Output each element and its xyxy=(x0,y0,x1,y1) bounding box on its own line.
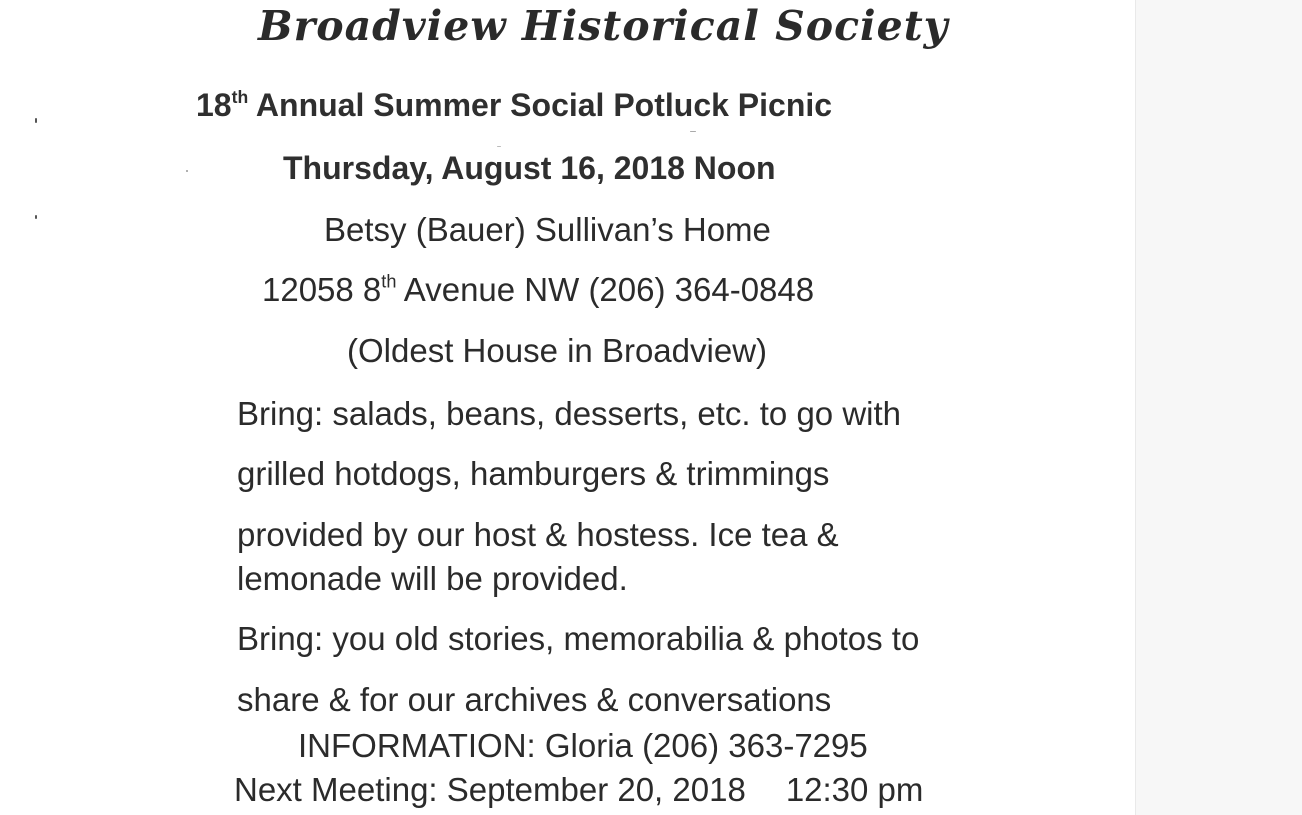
bring-food-line: grilled hotdogs, hamburgers & trimmings xyxy=(237,455,830,492)
bring-food-line: Bring: salads, beans, desserts, etc. to go with xyxy=(237,395,902,432)
event-name xyxy=(196,87,832,124)
scan-speck xyxy=(690,131,696,132)
event-datetime: Thursday, August 16, 2018 Noon xyxy=(283,150,776,186)
event-ordinal-number: 18 xyxy=(196,87,232,123)
address-phone xyxy=(262,271,814,309)
event-name-text: Annual Summer Social Potluck Picnic xyxy=(255,87,833,123)
next-meeting-date: Next Meeting: September 20, 2018 xyxy=(234,771,746,808)
information-contact: INFORMATION: Gloria (206) 363-7295 xyxy=(298,727,868,764)
host-home: Betsy (Bauer) Sullivan’s Home xyxy=(324,211,771,248)
address-suffix: th xyxy=(381,271,397,292)
bring-food-line: provided by our host & hostess. Ice tea & xyxy=(237,516,839,553)
address-number: 12058 8 xyxy=(262,271,382,308)
scan-speck xyxy=(497,146,501,147)
house-note: (Oldest House in Broadview) xyxy=(347,332,768,369)
bring-stories-line: share & for our archives & conversations xyxy=(237,681,832,718)
bring-stories-line: Bring: you old stories, memorabilia & photos to xyxy=(237,620,920,657)
address-rest: Avenue NW (206) 364-0848 xyxy=(403,271,815,308)
next-meeting-time: 12:30 pm xyxy=(785,771,924,808)
next-meeting xyxy=(234,771,923,809)
page-margin-shade xyxy=(1135,0,1302,815)
bring-food-line: lemonade will be provided. xyxy=(237,560,628,597)
event-ordinal-suffix: th xyxy=(231,86,249,107)
scan-speck xyxy=(35,215,37,219)
scan-speck xyxy=(186,170,188,172)
scan-speck xyxy=(35,118,37,123)
society-title: Broadview Historical Society xyxy=(258,2,949,50)
page-edge xyxy=(1135,0,1136,815)
